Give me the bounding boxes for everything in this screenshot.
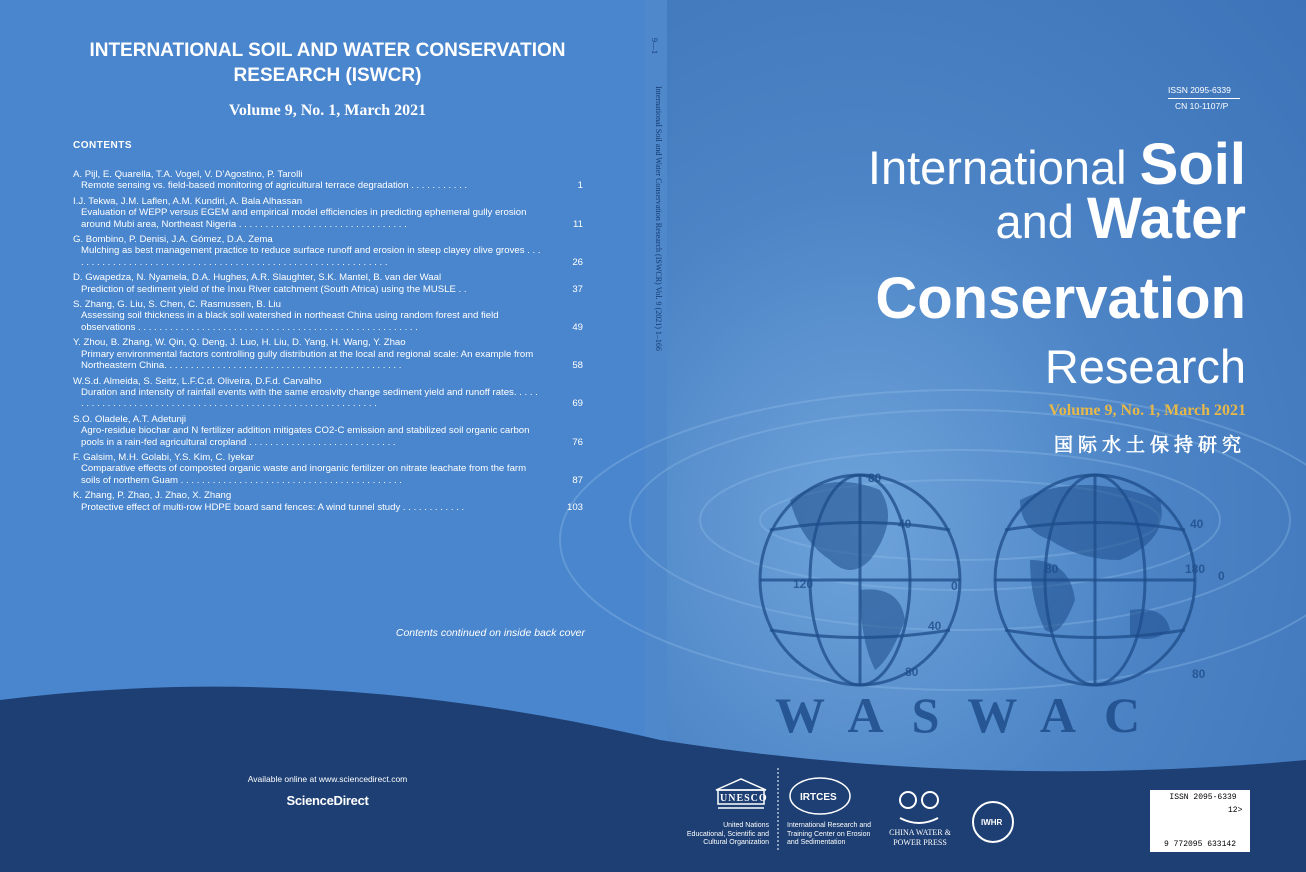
toc-title: Comparative effects of composted organic waste and inorganic fertilizer on nitrate leachate from the farm soils of northern Guam . . . . . . . . . . . . . . . . . . . . . . . . . . . . . . . . . . . . . . . . . .	[81, 463, 527, 486]
map-label: 0	[1218, 569, 1225, 583]
unesco-caption: United Nations Educational, Scientific and Cultural Organization	[686, 822, 769, 846]
irtces-wordmark: IRTCES	[800, 792, 837, 803]
sciencedirect-logo[interactable]: ScienceDirect	[286, 793, 369, 808]
contents-continued-note: Contents continued on inside back cover	[395, 627, 585, 639]
map-label: 40	[898, 517, 912, 531]
toc-authors: G. Bombino, P. Denisi, J.A. Gómez, D.A. Zema	[73, 234, 273, 246]
barcode-issn: ISSN 2095-6339	[1169, 793, 1237, 802]
toc-title: Protective effect of multi-row HDPE board sand fences: A wind tunnel study . . . . . . . . . . . .	[81, 501, 465, 513]
china-water-logo	[900, 792, 938, 823]
front-issn: ISSN 2095-6339	[1168, 85, 1231, 95]
spine-text: International Soil and Water Conservation Research (ISWCR) Vol. 9 (2021) 1–166	[654, 86, 663, 351]
toc-page: 103	[566, 501, 583, 513]
toc-authors: D. Gwapedza, N. Nyamela, D.A. Hughes, A.R. Slaughter, S.K. Mantel, B. van der Waal	[73, 272, 442, 284]
chinese-title: 国际水土保持研究	[1053, 435, 1246, 456]
toc-page: 87	[572, 474, 583, 486]
title-bold: Soil	[1139, 132, 1246, 197]
title-light: International	[867, 141, 1140, 194]
toc-authors: W.S.d. Almeida, S. Seitz, L.F.C.d. Oliveira, D.F.d. Carvalho	[73, 375, 322, 387]
title-bold: Water	[1087, 186, 1246, 251]
map-label: 0	[951, 579, 958, 593]
title-line-4: Research	[1044, 340, 1246, 393]
toc-title: Agro-residue biochar and N fertilizer addition mitigates CO2-C emission and stabilized soil organic carbon pools in a rain-fed agricultural cropland . . . . . . . . . . . . . . . . . . . . . . . . . . . .	[81, 425, 530, 448]
toc-authors: S. Zhang, G. Liu, S. Chen, C. Rasmussen, B. Liu	[73, 299, 281, 311]
map-label: 80	[1192, 667, 1206, 681]
contents-heading: CONTENTS	[73, 140, 132, 151]
map-label: 80	[905, 665, 919, 679]
irtces-caption: International Research and Training Center on Erosion and Sedimentation	[787, 822, 872, 846]
toc-page: 76	[572, 436, 583, 448]
map-label: 80	[868, 471, 882, 485]
toc-title: Prediction of sediment yield of the Inxu River catchment (South Africa) using the MUSLE . .	[81, 283, 467, 295]
map-label: 80	[1045, 562, 1059, 576]
map-label: 120	[793, 577, 814, 591]
toc-title: Remote sensing vs. field-based monitoring of agricultural terrace degradation . . . . . . . . . . .	[81, 180, 468, 192]
toc-page: 11	[573, 218, 583, 230]
back-journal-title: INTERNATIONAL SOIL AND WATER CONSERVATION RESEARCH (ISWCR)	[89, 40, 566, 86]
toc-title: Duration and intensity of rainfall events with the same erosivity change sediment yield and runoff rates. . . . . . . . . . . . . . . . . . . . . . . . . . . . . . . . . . . . . . . . . . . . . . . . . . . . . . . . . . . . .	[81, 386, 538, 410]
toc-title: Primary environmental factors controlling gully distribution at the local and regional scale: An example from Northeastern China. . . . . . . . . . . . . . . . . . . . . . . . . . . . . . . . . . . . . . . . . . . . .	[81, 348, 534, 372]
map-label: 180	[1185, 562, 1206, 576]
china-water-caption: CHINA WATER & POWER PRESS	[889, 828, 951, 847]
toc-authors: K. Zhang, P. Zhao, J. Zhao, X. Zhang	[73, 490, 232, 502]
toc-title: Mulching as best management practice to reduce surface runoff and erosion in steep clayey olive groves . . . . . . . . . . . . . . . . . . . . . . . . . . . . . . . . . . . . . . . . . . . . . . . . . . . . . . . . . . . . .	[81, 245, 541, 268]
front-volume: Volume 9, No. 1, March 2021	[1048, 402, 1246, 419]
title-light: and	[995, 195, 1087, 248]
unesco-wordmark: UNESCO	[720, 793, 768, 804]
back-volume: Volume 9, No. 1, March 2021	[228, 102, 427, 119]
toc-page: 1	[577, 180, 583, 192]
barcode-number: 9 772095 633142	[1163, 840, 1236, 849]
toc-page: 49	[572, 321, 583, 333]
available-online-text: Available online at www.sciencedirect.com	[247, 774, 408, 784]
toc-page: 37	[572, 283, 583, 295]
map-label: 40	[1190, 517, 1204, 531]
front-cn: CN 10-1107/P	[1175, 101, 1229, 111]
toc-authors: A. Pijl, E. Quarella, T.A. Vogel, V. D’Agostino, P. Tarolli	[73, 169, 303, 180]
toc-title: Assessing soil thickness in a black soil watershed in northeast China using random forest and field observations . . . . . . . . . . . . . . . . . . . . . . . . . . . . . . . . . . . . . . . . . . . . . . . . . . . . .	[81, 310, 499, 333]
toc-authors: F. Galsim, M.H. Golabi, Y.S. Kim, C. Iyekar	[73, 451, 254, 463]
toc-page: 69	[572, 398, 583, 410]
map-label: 40	[928, 619, 942, 633]
toc-authors: S.O. Oladele, A.T. Adetunji	[73, 413, 187, 425]
iwhr-wordmark: IWHR	[981, 818, 1003, 827]
title-line-3: Conservation	[875, 266, 1246, 331]
waswac-text: WASWAC	[775, 687, 1169, 743]
toc-authors: Y. Zhou, B. Zhang, W. Qin, Q. Deng, J. Luo, H. Liu, D. Yang, H. Wang, Y. Zhao	[73, 337, 406, 349]
spine-number: 9—1	[650, 38, 659, 54]
toc-page: 26	[572, 256, 583, 268]
barcode-addon: 12>	[1228, 806, 1243, 815]
toc-title: Evaluation of WEPP versus EGEM and empirical model efficiencies in predicting ephemeral gully erosion around Mubi area, Northeast Nigeria . . . . . . . . . . . . . . . . . . . . . . . . . . . . . . . .	[81, 207, 527, 230]
toc-authors: I.J. Tekwa, J.M. Laflen, A.M. Kundiri, A. Bala Alhassan	[73, 195, 303, 207]
toc-page: 58	[572, 360, 583, 372]
